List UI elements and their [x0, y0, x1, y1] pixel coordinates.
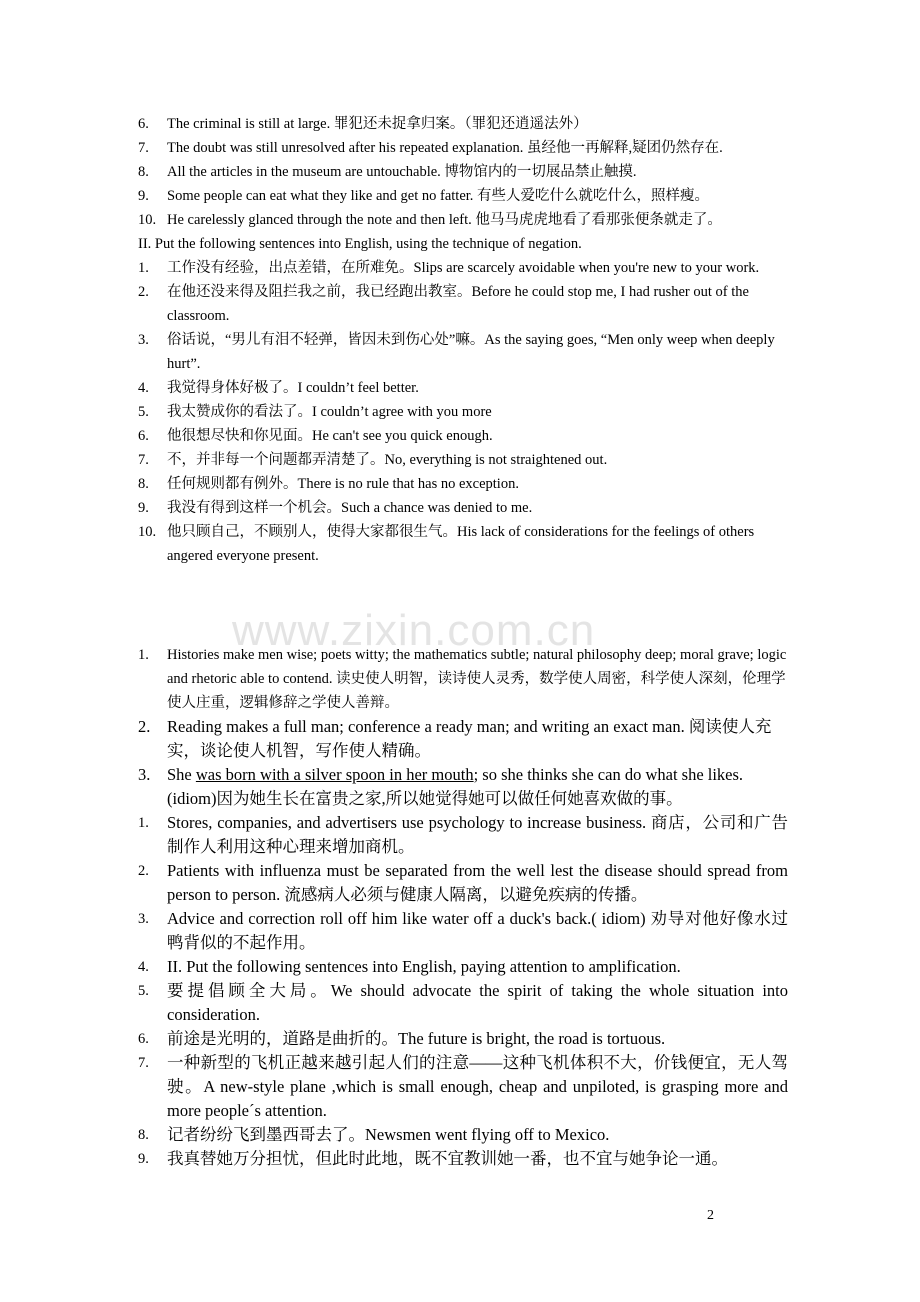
- list-text: He carelessly glanced through the note and then left. 他马马虎虎地看了看那张便条就走了。: [167, 212, 722, 228]
- negation-section: [138, 112, 788, 568]
- list-number: 8.: [138, 476, 149, 492]
- list-text: Reading makes a full man; conference a ready man; and writing an exact man. 阅读使人充实，谈论使人机智，写作使人精确。: [167, 717, 772, 760]
- list-item: [138, 520, 788, 568]
- list-number: 2.: [138, 863, 149, 879]
- list-item: [138, 1051, 788, 1123]
- list-text: 不，并非每一个问题都弄清楚了。No, everything is not straightened out.: [167, 452, 608, 468]
- list-number: 1.: [138, 260, 149, 276]
- list-item: [138, 955, 788, 979]
- list-item: [138, 400, 788, 424]
- list-text: 我真替她万分担忧，但此时此地，既不宜教训她一番，也不宜与她争论一通。: [167, 1149, 728, 1168]
- list-number: 2.: [138, 284, 149, 300]
- list-text: All the articles in the museum are untouchable. 博物馆内的一切展品禁止触摸.: [167, 164, 637, 180]
- quotation-list-small: [138, 643, 788, 715]
- list-text: Patients with influenza must be separated from the well lest the disease should spread from person to person. 流感病人必须与健康人隔离，以避免疾病的传播。: [167, 861, 788, 904]
- list-item: [138, 112, 788, 136]
- list-item: [138, 979, 788, 1027]
- list-text: 要提倡顾全大局。We should advocate the spirit of taking the whole situation into consideration.: [167, 981, 788, 1024]
- list-number: 9.: [138, 1151, 149, 1167]
- list-text: Histories make men wise; poets witty; the mathematics subtle; natural philosophy deep; moral grave; logic and rhetoric able to contend. 读史使人明智，读诗使人灵秀，数学使人周密，科学使人深刻，伦理学使人庄重，逻辑修辞之学使人善辩。: [167, 647, 787, 711]
- negation-answers-list: [138, 256, 788, 568]
- list-text: 工作没有经验，出点差错，在所难免。Slips are scarcely avoidable when you're new to your work.: [167, 260, 760, 276]
- list-number: 7.: [138, 452, 149, 468]
- list-text: 一种新型的飞机正越来越引起人们的注意——这种飞机体积不大，价钱便宜，无人驾驶。A new-style plane ,which is small enough, cheap and unpiloted, is grasping more and more people´s attention.: [167, 1053, 788, 1120]
- list-text: 前途是光明的，道路是曲折的。The future is bright, the road is tortuous.: [167, 1029, 666, 1048]
- list-item: [138, 280, 788, 328]
- text-prefix: She: [167, 765, 196, 784]
- list-item: [138, 184, 788, 208]
- page-number: 2: [707, 1208, 714, 1223]
- list-item: [138, 208, 788, 232]
- list-text: 俗话说，“男儿有泪不轻弹，皆因未到伤心处”嘛。As the saying goes, “Men only weep when deeply hurt”.: [167, 332, 775, 372]
- section-heading-negation: II. Put the following sentences into English, using the technique of negation.: [138, 236, 582, 252]
- list-item: [138, 811, 788, 859]
- list-item: [138, 328, 788, 376]
- list-text: Stores, companies, and advertisers use psychology to increase business. 商店，公司和广告制作人利用这种心理来增加商机。: [167, 813, 788, 856]
- list-text: [167, 763, 788, 811]
- list-text: 我没有得到这样一个机会。Such a chance was denied to me.: [167, 500, 533, 516]
- list-number: 8.: [138, 1127, 149, 1143]
- list-item: [138, 424, 788, 448]
- list-text: The doubt was still unresolved after his repeated explanation. 虽经他一再解释,疑团仍然存在.: [167, 140, 723, 156]
- list-text: 他只顾自己，不顾别人，使得大家都很生气。His lack of considerations for the feelings of others angered everyone present.: [167, 524, 755, 564]
- list-text: 在他还没来得及阻拦我之前，我已经跑出教室。Before he could stop me, I had rusher out of the classroom.: [167, 284, 749, 324]
- list-item: [138, 859, 788, 907]
- list-text: 记者纷纷飞到墨西哥去了。Newsmen went flying off to Mexico.: [167, 1125, 610, 1144]
- list-item: [138, 1123, 788, 1147]
- list-number: 10.: [138, 212, 157, 228]
- list-number: 2.: [138, 717, 151, 736]
- list-number: 6.: [138, 1031, 149, 1047]
- list-number: 4.: [138, 380, 149, 396]
- list-text: Some people can eat what they like and get no fatter. 有些人爱吃什么就吃什么，照样瘦。: [167, 188, 710, 204]
- negation-answers-continued: [138, 112, 788, 232]
- list-number: 9.: [138, 188, 149, 204]
- list-number: 7.: [138, 1055, 149, 1071]
- list-number: 10.: [138, 524, 157, 540]
- second-exercise-group: [138, 643, 788, 1171]
- list-number: 1.: [138, 647, 149, 663]
- list-item: [138, 448, 788, 472]
- list-number: 5.: [138, 404, 149, 420]
- list-item: [138, 1147, 788, 1171]
- amplification-list: [138, 811, 788, 1171]
- list-item: [138, 256, 788, 280]
- quotation-list-large: [138, 715, 788, 763]
- list-number: 9.: [138, 500, 149, 516]
- list-item: [138, 1027, 788, 1051]
- list-number: 1.: [138, 815, 149, 831]
- list-item: [138, 376, 788, 400]
- list-number: 5.: [138, 983, 149, 999]
- text-suffix: ; so she thinks she can do what she likes. (idiom)因为她生长在富贵之家,所以她觉得她可以做任何她喜欢做的事。: [167, 765, 744, 808]
- list-text: The criminal is still at large. 罪犯还未捉拿归案。（罪犯还逍遥法外）: [167, 116, 588, 132]
- list-number: 6.: [138, 116, 149, 132]
- list-text: Advice and correction roll off him like water off a duck's back.( idiom) 劝导对他好像水过鸭背似的不起作用。: [167, 909, 788, 952]
- list-item: [138, 160, 788, 184]
- list-item: [138, 715, 788, 763]
- list-number: 8.: [138, 164, 149, 180]
- list-number: 3.: [138, 765, 151, 784]
- list-number: 3.: [138, 911, 149, 927]
- list-number: 3.: [138, 332, 149, 348]
- list-number: 7.: [138, 140, 149, 156]
- list-text: II. Put the following sentences into English, paying attention to amplification.: [167, 957, 681, 976]
- list-number: 6.: [138, 428, 149, 444]
- list-text: 他很想尽快和你见面。He can't see you quick enough.: [167, 428, 493, 444]
- list-item: [138, 472, 788, 496]
- underlined-idiom: was born with a silver spoon in her mouth: [195, 765, 474, 784]
- list-text: 我太赞成你的看法了。I couldn’t agree with you more: [167, 404, 492, 420]
- list-item: [138, 907, 788, 955]
- list-item: [138, 643, 788, 715]
- list-number: 4.: [138, 959, 149, 975]
- list-item: [138, 136, 788, 160]
- list-text: 我觉得身体好极了。I couldn’t feel better.: [167, 380, 419, 396]
- list-text: 任何规则都有例外。There is no rule that has no exception.: [167, 476, 519, 492]
- list-item: [138, 763, 788, 811]
- list-item: [138, 496, 788, 520]
- watermark: www.zixin.com.cn: [232, 606, 596, 655]
